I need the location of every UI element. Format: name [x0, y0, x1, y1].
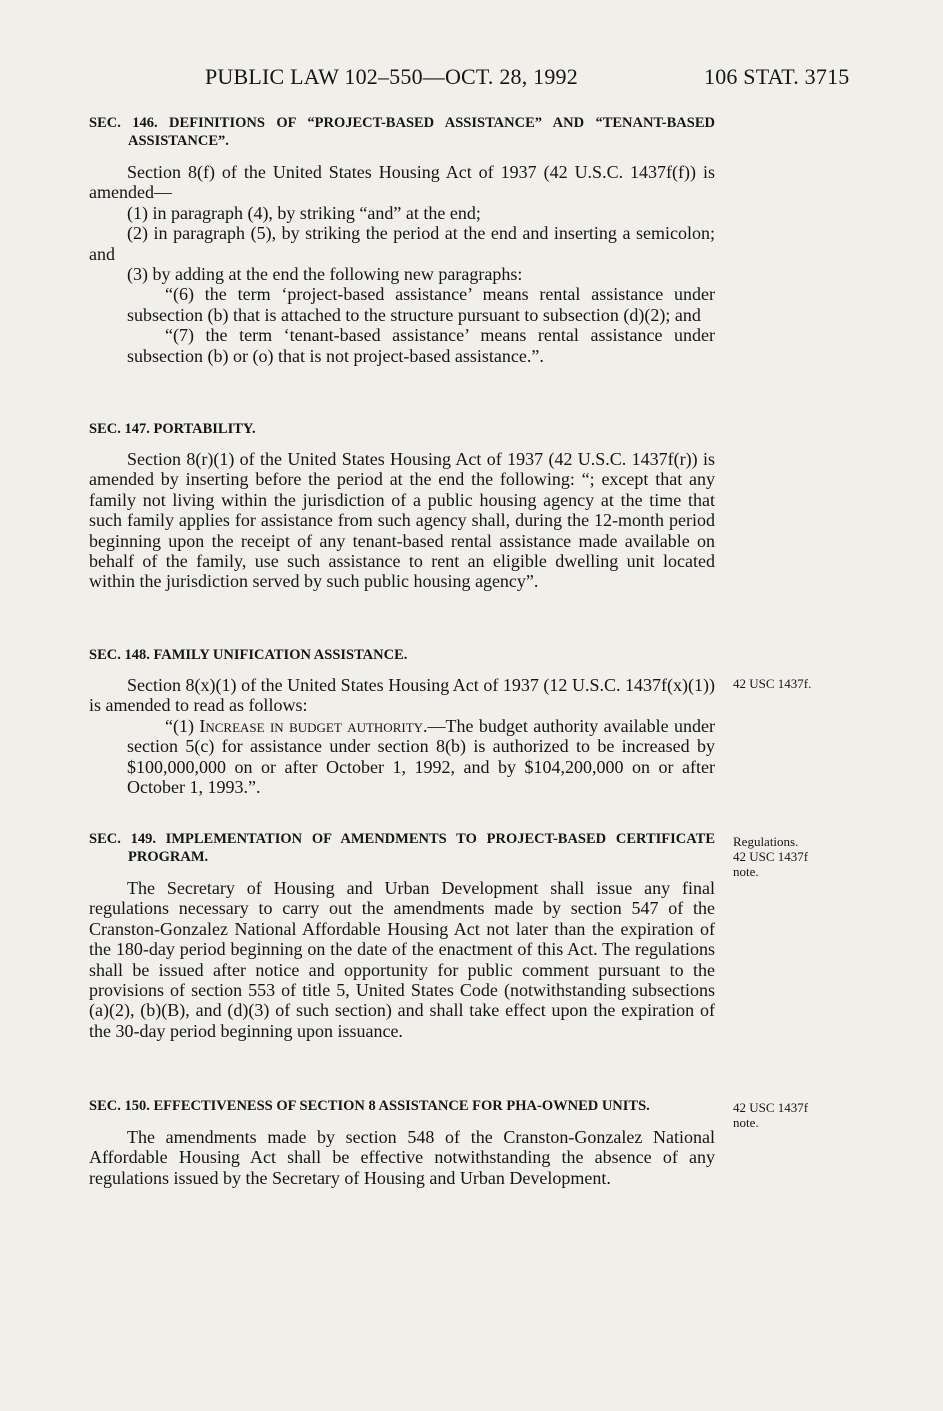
section-heading: SEC. 146. DEFINITIONS OF “PROJECT-BASED ASSISTANCE” AND “TENANT-BASED ASSISTANCE”. — [89, 115, 715, 149]
margin-note-regulations — [733, 834, 853, 879]
section-paragraph: The amendments made by section 548 of the Cranston-Gonzalez National Affordable Housing Act shall be effective notwithstanding the absence of any regulations issued by the Secretary of Housing and Urban Development. — [89, 1127, 715, 1188]
quoted-paragraph: “(7) the term ‘tenant-based assistance’ means rental assistance under subsection (b) or (o) that is not project-based assistance.”. — [127, 325, 715, 366]
section-paragraph: The Secretary of Housing and Urban Development shall issue any final regulations necessary to carry out the amendments made by section 547 of the Cranston-Gonzalez National Affordable Housing Act not later than the expiration of the 180-day period beginning on the date of the enactment of this Act. The regulations shall be issued after notice and opportunity for public comment pursuant to the provisions of section 553 of title 5, United States Code (notwithstanding subsections (a)(2), (b)(B), and (d)(3) of such section) and shall take effect upon the expiration of the 30-day period beginning upon issuance. — [89, 878, 715, 1041]
section-150 — [89, 1097, 715, 1188]
section-paragraph: Section 8(r)(1) of the United States Housing Act of 1937 (42 U.S.C. 1437f(r)) is amended by inserting before the period at the end the following: “; except that any family not living within the jurisdiction of a public housing agency at the time that such family applies for assistance from such agency shall, during the 12-month period beginning upon the receipt of any tenant-based rental assistance made available on behalf of the family, use such assistance to rent an eligible dwelling unit located within the jurisdiction served by such public housing agency”. — [89, 449, 715, 592]
section-heading: SEC. 148. FAMILY UNIFICATION ASSISTANCE. — [89, 647, 408, 663]
section-148 — [89, 646, 715, 797]
margin-note-line: Regulations. — [733, 834, 799, 849]
section-146 — [89, 114, 715, 366]
section-paragraph: Section 8(x)(1) of the United States Housing Act of 1937 (12 U.S.C. 1437f(x)(1)) is amended to read as follows: — [89, 675, 715, 716]
running-header-page-number: 106 STAT. 3715 — [704, 64, 850, 89]
quoted-paragraph-lead: “(1) Increase in budget authority. — [165, 715, 428, 736]
margin-note-line: 42 USC 1437f note. — [733, 849, 809, 879]
margin-note: 42 USC 1437f. — [733, 676, 812, 691]
running-header-title: PUBLIC LAW 102–550—OCT. 28, 1992 — [205, 64, 578, 89]
margin-note: 42 USC 1437f note. — [733, 1100, 809, 1130]
section-heading: SEC. 147. PORTABILITY. — [89, 421, 256, 437]
list-item: (2) in paragraph (5), by striking the period at the end and inserting a semicolon; and — [89, 223, 715, 264]
quoted-paragraph — [89, 716, 715, 798]
section-149 — [89, 830, 715, 1041]
quoted-paragraph-body: —The budget authority available under section 5(c) for assistance under section 8(b) is authorized to be increased by $100,000,000 on or after October 1, 1992, and by $104,200,000 on or after October 1, 1993.”. — [127, 715, 715, 798]
section-147 — [89, 420, 715, 592]
quoted-paragraph: “(6) the term ‘project-based assistance’ means rental assistance under subsection (b) that is attached to the structure pursuant to subsection (d)(2); and — [127, 284, 715, 325]
section-heading: SEC. 150. EFFECTIVENESS OF SECTION 8 ASSISTANCE FOR PHA-OWNED UNITS. — [89, 1098, 650, 1114]
section-paragraph: Section 8(f) of the United States Housing Act of 1937 (42 U.S.C. 1437f(f)) is amended— — [89, 162, 715, 203]
section-heading: SEC. 149. IMPLEMENTATION OF AMENDMENTS TO PROJECT-BASED CERTIFICATE PROGRAM. — [89, 831, 715, 865]
list-item: (1) in paragraph (4), by striking “and” at the end; — [127, 202, 481, 223]
list-item: (3) by adding at the end the following new paragraphs: — [127, 264, 523, 285]
